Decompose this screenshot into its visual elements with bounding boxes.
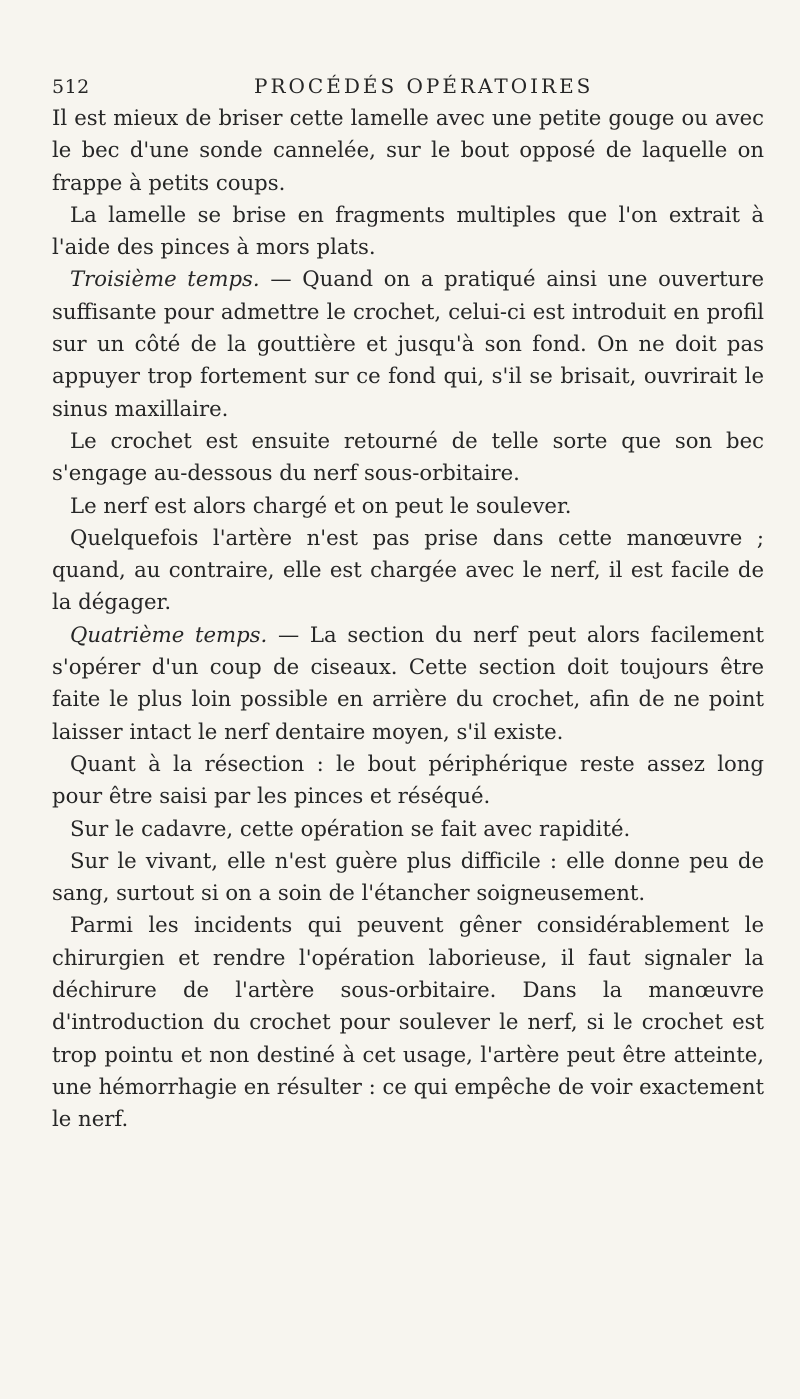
paragraph: Quelquefois l'artère n'est pas prise dans cette manœuvre ; quand, au contraire, elle est chargée avec le nerf, il est facile de la dégager. (52, 524, 764, 615)
paragraph: Sur le cadavre, cette opération se fait avec rapidité. (70, 815, 631, 841)
page-number: 512 (52, 76, 90, 98)
running-head (52, 62, 764, 96)
paragraph: La lamelle se brise en fragments multiples que l'on extrait à l'aide des pinces à mors plats. (52, 201, 764, 260)
paragraph: Sur le vivant, elle n'est guère plus difficile : elle donne peu de sang, surtout si on a soin de l'étancher soigneusement. (52, 847, 764, 906)
paragraph: Le nerf est alors chargé et on peut le soulever. (70, 492, 572, 518)
paragraph: Quatrième temps. — La section du nerf peut alors facilement s'opérer d'un coup de ciseaux. Cette section doit toujours être faite le plus loin possible en arrière du crochet, afin de ne point laisser intact le nerf dentaire moyen, s'il existe. (52, 621, 764, 744)
section-heading-third-step: Troisième temps. (70, 266, 260, 292)
paragraph: Quant à la résection : le bout périphérique reste assez long pour être saisi par les pinces et réséqué. (52, 750, 764, 809)
paragraph: Troisième temps. — Quand on a pratiqué ainsi une ouverture suffisante pour admettre le crochet, celui-ci est introduit en profil sur un côté de la gouttière et jusqu'à son fond. On ne doit pas appuyer trop fortement sur ce fond qui, s'il se brisait, ouvrirait le sinus maxillaire. (52, 266, 764, 421)
body-text (52, 102, 764, 1136)
book-page (52, 62, 764, 1136)
paragraph: Il est mieux de briser cette lamelle avec une petite gouge ou avec le bec d'une sonde cannelée, sur le bout opposé de laquelle on frappe à petits coups. (52, 105, 764, 195)
section-heading-fourth-step: Quatrième temps. (70, 621, 268, 647)
paragraph: Le crochet est ensuite retourné de telle sorte que son bec s'engage au-dessous du nerf sous-orbitaire. (52, 427, 764, 486)
paragraph: Parmi les incidents qui peuvent gêner considérablement le chirurgien et rendre l'opération laborieuse, il faut signaler la déchirure de l'artère sous-orbitaire. Dans la manœuvre d'introduction du crochet pour soulever le nerf, si le crochet est trop pointu et non destiné à cet usage, l'artère peut être atteinte, une hémorrhagie en résulter : ce qui empêche de voir exactement le nerf. (52, 912, 764, 1132)
running-title: PROCÉDÉS OPÉRATOIRES (254, 74, 594, 98)
